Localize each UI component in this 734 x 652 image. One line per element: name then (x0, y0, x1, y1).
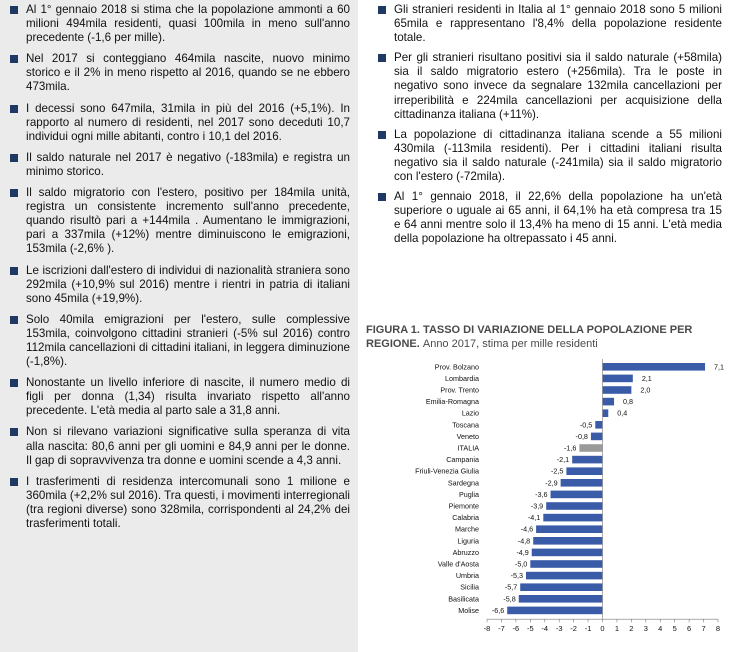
category-label: Friuli-Venezia Giulia (415, 466, 479, 476)
bullet-square-icon (10, 478, 18, 486)
bullet-text: I decessi sono 647mila, 31mila in più del 2016 (+5,1%). In rapporto al numero di residenti, nel 2017 sono deceduti 10,7 individui ogni mille abitanti, contro i 10,1 del 2016. (26, 101, 350, 143)
bullet-paragraph (4, 313, 358, 369)
category-label: Molise (458, 605, 479, 615)
bullet-text: Al 1° gennaio 2018, il 22,6% della popolazione ha un'età superiore o uguale ai 65 anni, il 64,1% ha età compresa tra 15 e 64 anni mentre solo il 13,4% ha meno di 15 anni. L'età media della popolazione ha oltrepassato i 45 anni. (394, 190, 722, 246)
bar-toscana (595, 421, 602, 429)
category-label: Lombardia (445, 373, 479, 383)
x-tick-label: -5 (526, 624, 534, 634)
bullet-text: Nel 2017 si conteggiano 464mila nascite, nuovo minimo storico e il 2% in meno rispetto al 2016, quando se ne ebbero 473mila. (26, 52, 350, 94)
bullet-paragraph (372, 51, 734, 121)
bullet-paragraph (4, 264, 358, 306)
bar-liguria (533, 537, 602, 545)
value-label: -5,8 (503, 594, 516, 604)
value-label: -4,9 (516, 547, 529, 557)
bar-prov-bolzano (603, 363, 706, 371)
category-label: Marche (455, 524, 479, 534)
category-label: Basilicata (448, 594, 479, 604)
bar-veneto (591, 433, 603, 441)
bar-campania (572, 456, 602, 464)
category-label: Puglia (459, 489, 479, 499)
category-label: Prov. Trento (440, 385, 479, 395)
bullet-text: Nonostante un livello inferiore di nascite, il numero medio di figli per donna (1,34) risulta invariato rispetto all'anno precedente. L'età media al parto sale a 31,8 anni. (26, 376, 350, 418)
bar-lombardia (603, 375, 633, 383)
x-tick-label: 4 (658, 624, 663, 634)
value-label: -4,8 (517, 536, 531, 546)
bullet-square-icon (378, 131, 386, 139)
category-label: Sicilia (460, 582, 479, 592)
bullet-square-icon (10, 267, 18, 275)
value-label: 7,1 (714, 362, 725, 372)
value-label: -5,7 (504, 582, 518, 592)
bar-basilicata (519, 595, 603, 603)
bar-sicilia (520, 583, 602, 591)
category-label: Liguria (457, 536, 479, 546)
value-label: -3,9 (530, 501, 544, 511)
value-label: 0,4 (617, 408, 628, 418)
value-label: -4,1 (527, 513, 541, 523)
bullet-text: Al 1° gennaio 2018 si stima che la popolazione ammonti a 60 milioni 494mila residenti, quasi 100mila in meno sull'anno precedente (-1,6 per mille). (26, 3, 350, 45)
bullet-paragraph (4, 3, 358, 45)
bullet-square-icon (10, 105, 18, 113)
bullet-square-icon (10, 428, 18, 436)
value-label: -4,6 (520, 524, 534, 534)
bullet-paragraph (4, 102, 358, 144)
bar-friuli-venezia-giulia (566, 467, 602, 475)
bullet-square-icon (10, 154, 18, 162)
bullet-square-icon (10, 55, 18, 63)
category-label: Emilia-Romagna (425, 397, 479, 407)
bullet-paragraph (372, 190, 734, 246)
bar-emilia-romagna (603, 398, 615, 406)
x-tick-label: 3 (643, 624, 648, 634)
x-tick-label: -4 (541, 624, 549, 634)
bar-prov-trento (603, 386, 632, 394)
bullet-paragraph (372, 128, 734, 184)
bullet-text: I trasferimenti di residenza intercomunali sono 1 milione e 360mila (+2,2% sul 2016). Tra questi, i movimenti interregionali (tra regioni diverse) sono 328mila, corrispondenti al 24,2% dei trasferimenti totali. (26, 474, 350, 530)
bar-puglia (551, 491, 603, 499)
value-label: 0,8 (623, 397, 634, 407)
value-label: -1,6 (564, 443, 577, 453)
figure-title-text: FIGURA 1. TASSO DI VARIAZIONE DELLA POPOLAZIONE PER REGIONE. (366, 324, 693, 350)
x-tick-label: -3 (555, 624, 563, 634)
bullet-paragraph (4, 376, 358, 418)
bullet-text: Gli stranieri residenti in Italia al 1° gennaio 2018 sono 5 milioni 65mila e rappresentano l'8,4% della popolazione residente totale. (394, 3, 722, 45)
bar-molise (507, 607, 602, 615)
x-tick-label: 6 (687, 624, 692, 634)
left-column (0, 0, 358, 652)
bullet-paragraph (4, 475, 358, 531)
value-label: -5,0 (514, 559, 528, 569)
value-label: -2,1 (556, 455, 570, 465)
bullet-square-icon (10, 379, 18, 387)
x-tick-label: 8 (715, 624, 721, 634)
category-label: Campania (446, 455, 479, 465)
x-tick-label: 1 (614, 624, 620, 634)
bar-abruzzo (532, 549, 603, 557)
value-label: -6,6 (491, 605, 505, 615)
x-tick-label: -6 (512, 624, 520, 634)
bar-valle-d-aosta (530, 560, 602, 568)
category-label: Toscana (452, 420, 479, 430)
value-label: -2,5 (551, 466, 564, 476)
bar-lazio (603, 409, 609, 417)
value-label: 2,0 (640, 385, 651, 395)
bullet-paragraph (4, 151, 358, 179)
x-tick-label: -2 (570, 624, 577, 634)
x-tick-label: -8 (483, 624, 491, 634)
value-label: -2,9 (545, 478, 558, 488)
bullet-paragraph (372, 3, 734, 45)
bullet-square-icon (10, 6, 18, 14)
bullet-square-icon (10, 316, 18, 324)
bullet-text: La popolazione di cittadinanza italiana scende a 55 milioni 430mila (-113mila residenti). Per i cittadini italiani risulta negativo sia il saldo naturale (-241mila) sia il saldo migratorio con l'estero (-72mila). (394, 127, 722, 184)
bullet-square-icon (378, 6, 386, 14)
value-label: 2,1 (641, 373, 652, 383)
x-tick-label: -1 (584, 624, 592, 634)
category-label: Umbria (455, 571, 479, 581)
bullet-text: Il saldo naturale nel 2017 è negativo (-183mila) e registra un minimo storico. (26, 150, 350, 178)
x-tick-label: 7 (701, 624, 706, 634)
bar-umbria (526, 572, 603, 580)
figure-title (366, 324, 728, 351)
x-tick-label: -7 (498, 624, 505, 634)
value-label: -3,6 (535, 489, 548, 499)
figure-subtitle: Anno 2017, stima per mille residenti (422, 337, 598, 350)
bullet-paragraph (4, 52, 358, 94)
category-label: Sardegna (447, 478, 479, 488)
region-bar-chart (366, 356, 728, 646)
value-label: -0,5 (579, 420, 593, 430)
bullet-square-icon (378, 54, 386, 62)
value-label: -0,8 (575, 431, 588, 441)
bar-sardegna (561, 479, 603, 487)
category-label: Valle d'Aosta (437, 559, 479, 569)
bullet-square-icon (378, 193, 386, 201)
bar-calabria (543, 514, 602, 522)
category-label: Prov. Bolzano (434, 362, 479, 372)
category-label: Veneto (456, 431, 479, 441)
category-label: Piemonte (448, 501, 479, 511)
bar-italia (579, 444, 602, 452)
x-tick-label: 0 (600, 624, 605, 634)
category-label: ITALIA (457, 443, 479, 453)
bullet-text: Il saldo migratorio con l'estero, positivo per 184mila unità, registra un consistente incremento sull'anno precedente, quando risultò pari a +144mila . Aumentano le immigrazioni, pari a 337mila (+12%) mentre diminuiscono le emigrazioni, 153mila (-2,6% ). (26, 186, 350, 256)
category-label: Calabria (452, 513, 479, 523)
category-label: Abruzzo (452, 547, 479, 557)
bar-marche (536, 525, 602, 533)
x-tick-label: 2 (629, 624, 634, 634)
bullet-text: Non si rilevano variazioni significative sulla speranza di vita alla nascita: 80,6 anni per gli uomini e 84,9 anni per le donne. Il gap di sopravvivenza tra donne e uomini scende a 4,3 anni. (26, 425, 350, 467)
bullet-text: Solo 40mila emigrazioni per l'estero, sulle complessive 153mila, coinvolgono cittadini stranieri (-5% sul 2016) contro 112mila cancellazioni di cittadini italiani, in leggera diminuzione (-1,8%). (26, 312, 350, 369)
value-label: -5,3 (510, 571, 523, 581)
bullet-text: Per gli stranieri risultano positivi sia il saldo naturale (+58mila) sia il saldo migratorio estero (+256mila). Tra le poste in negativo sono invece da segnalare 132mila cancellazioni per irreperibilità e 224mila cancellazioni per acquisizione della cittadinanza italiana (+11%). (394, 51, 722, 121)
bullet-text: Le iscrizioni dall'estero di individui di nazionalità straniera sono 292mila (+10,9% sul 2016) mentre i rientri in patria di italiani sono 45mila (+19,9%). (26, 263, 350, 305)
x-tick-label: 5 (672, 624, 677, 634)
bullet-paragraph (4, 425, 358, 467)
bar-piemonte (546, 502, 602, 510)
bullet-square-icon (10, 189, 18, 197)
category-label: Lazio (461, 408, 479, 418)
bullet-paragraph (4, 186, 358, 256)
